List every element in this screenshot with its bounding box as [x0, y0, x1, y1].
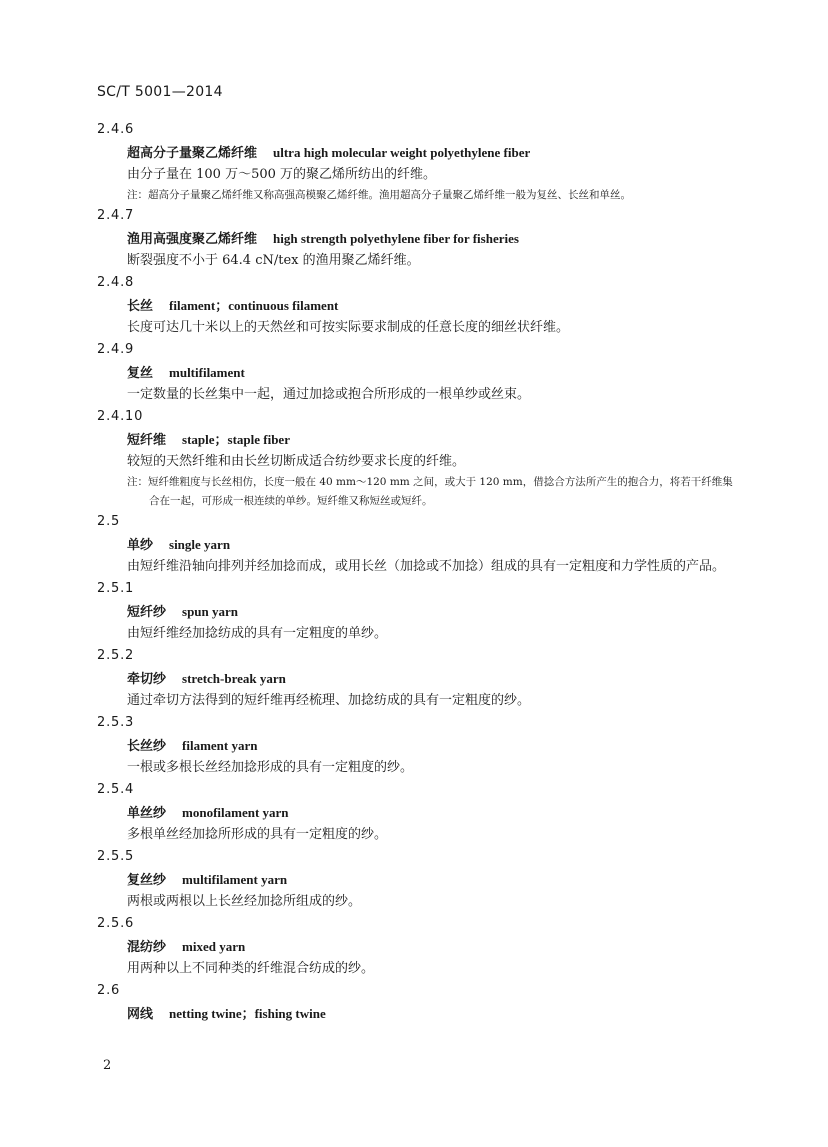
term-en: filament yarn	[182, 738, 258, 753]
term-heading	[127, 667, 737, 690]
term-heading	[127, 1002, 737, 1025]
term-heading	[127, 428, 737, 451]
definition: 通过牵切方法得到的短纤维再经梳理、加捻纺成的具有一定粗度的纱。	[127, 693, 531, 708]
clause-number: 2.4.7	[97, 208, 135, 223]
definition: 两根或两根以上长丝经加捻所组成的纱。	[127, 894, 362, 909]
term-cn: 牵切纱	[127, 672, 167, 687]
term-en: multifilament	[169, 365, 245, 380]
clause-number: 2.4.9	[97, 342, 135, 357]
term-heading	[127, 227, 737, 250]
term-en: monofilament yarn	[182, 805, 289, 820]
note: 注：超高分子量聚乙烯纤维又称高强高模聚乙烯纤维。渔用超高分子量聚乙烯纤维一般为复丝、长丝和单丝。	[127, 189, 631, 201]
standard-code: SC/T 5001—2014	[97, 84, 223, 100]
term-entries	[97, 119, 737, 1025]
clause-number: 2.4.10	[97, 409, 144, 424]
clause-number: 2.4.8	[97, 275, 135, 290]
term-cn: 混纺纱	[127, 940, 167, 955]
note: 注：短纤维粗度与长丝相仿，长度一般在 40 mm～120 mm 之间，或大于 120 mm，借捻合方法所产生的抱合力，将若干纤维集合在一起，可形成一根连续的单纱。短纤维又称短丝或短纤。	[127, 476, 733, 507]
term-en: spun yarn	[182, 604, 239, 619]
term-heading	[127, 533, 737, 556]
clause-number: 2.4.6	[97, 122, 135, 137]
term-cn: 复丝	[127, 366, 154, 381]
term-en: netting twine；fishing twine	[169, 1006, 326, 1021]
term-cn: 单丝纱	[127, 806, 167, 821]
clause-number: 2.6	[97, 983, 121, 998]
term-cn: 网线	[127, 1007, 154, 1022]
page-number: 2	[103, 1058, 112, 1073]
term-cn: 复丝纱	[127, 873, 167, 888]
term-en: multifilament yarn	[182, 872, 288, 887]
clause-number: 2.5.3	[97, 715, 135, 730]
clause-number: 2.5.1	[97, 581, 135, 596]
term-cn: 超高分子量聚乙烯纤维	[127, 146, 258, 161]
definition: 用两种以上不同种类的纤维混合纺成的纱。	[127, 961, 375, 976]
term-heading	[127, 294, 737, 317]
term-en: single yarn	[169, 537, 231, 552]
term-en: staple；staple fiber	[182, 432, 290, 447]
term-cn: 短纤纱	[127, 605, 167, 620]
definition: 长度可达几十米以上的天然丝和可按实际要求制成的任意长度的细丝状纤维。	[127, 320, 570, 335]
term-heading	[127, 868, 737, 891]
definition: 较短的天然纤维和由长丝切断成适合纺纱要求长度的纤维。	[127, 454, 466, 469]
term-cn: 长丝	[127, 299, 154, 314]
term-en: mixed yarn	[182, 939, 246, 954]
definition: 由短纤维经加捻纺成的具有一定粗度的单纱。	[127, 626, 388, 641]
term-en: ultra high molecular weight polyethylene fiber	[273, 145, 531, 160]
definition: 断裂强度不小于 64.4 cN/tex 的渔用聚乙烯纤维。	[127, 253, 420, 268]
term-en: filament；continuous filament	[169, 298, 339, 313]
term-heading	[127, 801, 737, 824]
definition: 多根单丝经加捻所形成的具有一定粗度的纱。	[127, 827, 388, 842]
clause-number: 2.5.5	[97, 849, 135, 864]
definition: 一定数量的长丝集中一起，通过加捻或抱合所形成的一根单纱或丝束。	[127, 387, 531, 402]
term-heading	[127, 600, 737, 623]
definition: 一根或多根长丝经加捻形成的具有一定粗度的纱。	[127, 760, 414, 775]
clause-number: 2.5.2	[97, 648, 135, 663]
clause-number: 2.5.6	[97, 916, 135, 931]
term-en: stretch-break yarn	[182, 671, 286, 686]
term-cn: 渔用高强度聚乙烯纤维	[127, 232, 258, 247]
clause-number: 2.5	[97, 514, 121, 529]
term-heading	[127, 361, 737, 384]
term-heading	[127, 935, 737, 958]
term-cn: 单纱	[127, 538, 154, 553]
term-en: high strength polyethylene fiber for fisheries	[273, 231, 519, 246]
term-cn: 长丝纱	[127, 739, 167, 754]
term-heading	[127, 734, 737, 757]
definition: 由短纤维沿轴向排列并经加捻而成，或用长丝（加捻或不加捻）组成的具有一定粗度和力学性质的产品。	[127, 559, 726, 574]
clause-number: 2.5.4	[97, 782, 135, 797]
definition: 由分子量在 100 万～500 万的聚乙烯所纺出的纤维。	[127, 167, 437, 182]
term-heading	[127, 141, 737, 164]
term-cn: 短纤维	[127, 433, 167, 448]
